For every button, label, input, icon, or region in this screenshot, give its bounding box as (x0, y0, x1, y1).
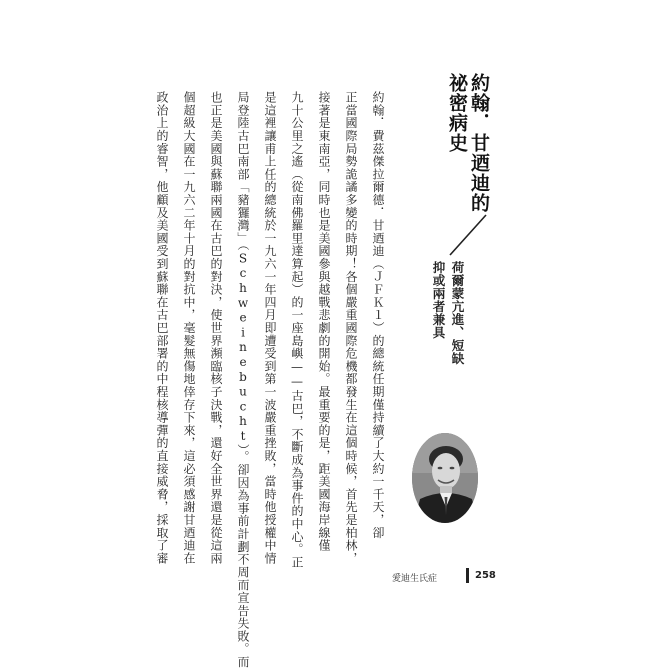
body-column-5: 是這裡讓甫上任的總統於一九六一年四月即遭受到第一波嚴重挫敗，當時他授權中情 (263, 91, 277, 565)
body-column-3: 接著是東南亞，同時也是美國參與越戰悲劇的開始。最重要的是，距美國海岸線僅 (317, 91, 331, 552)
footer-book-title: 愛迪生氏症 (392, 574, 438, 584)
chapter-title-line-1: 約翰．甘迺迪的 (468, 73, 490, 213)
chapter-subtitle-line-2: 抑或兩者兼具 (431, 261, 446, 339)
page-number: 258 (475, 570, 496, 581)
body-column-7: 也正是美國與蘇聯兩國在古巴的對決，使世界瀕臨核子決戰，還好全世界還是從這兩 (209, 91, 223, 565)
body-column-2: 正當國際局勢詭譎多變的時期！各個嚴重國際危機都發生在這個時候，首先是柏林， (344, 91, 358, 565)
chapter-subtitle-line-1: 荷爾蒙亢進、短缺 (450, 261, 465, 365)
chapter-title-line-2: 祕密病史 (446, 73, 468, 153)
body-column-1: 約翰．費茲傑拉爾德．甘迺迪（ＪＦＫ１）的總統任期僅持續了大約一千天，卻 (371, 91, 385, 539)
body-column-8: 個超級大國在一九六二年十月的對抗中，毫髮無傷地倖存下來，這必須感謝甘迺迪在 (182, 91, 196, 565)
body-column-9: 政治上的睿智，他顧及美國受到蘇聯在古巴部署的中程核導彈的直接威脅，採取了審 (155, 91, 169, 565)
body-column-6: 局登陸古巴南部「豬玀灣」（Schweinebucht）。卻因為事前計劃不周而宣告失敗。而 (236, 91, 250, 668)
title-divider-slash (448, 214, 488, 256)
body-column-4: 九十公里之遙（從南佛羅里達算起）的一座島嶼——古巴，不斷成為事件的中心。正 (290, 91, 304, 569)
footer-divider-bar (466, 568, 469, 583)
portrait-photo (412, 433, 478, 523)
